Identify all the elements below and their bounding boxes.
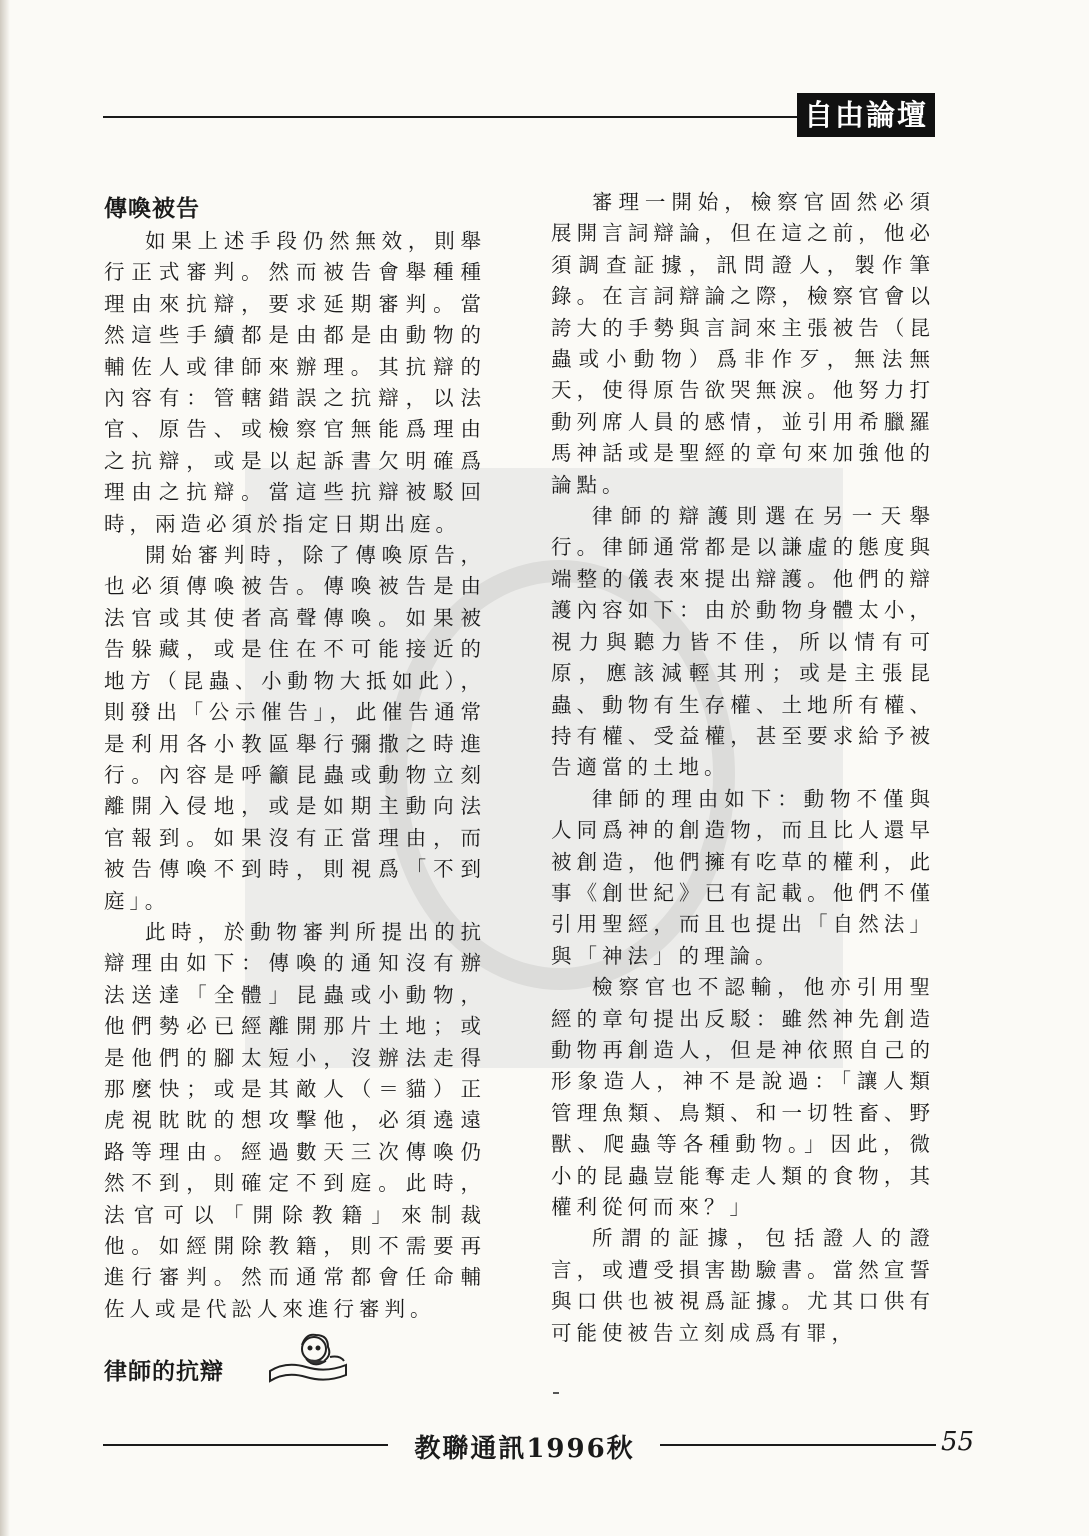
continuation-mark [553,1392,559,1394]
paragraph: 檢察官也不認輸，他亦引用聖經的章句提出反駁：雖然神先創造動物再創造人，但是神依照自己的形象造人，神不是說過：「讓人類管理魚類、鳥類、和一切牲畜、野獸、爬蟲等各種動物。」因此，微小的昆蟲豈能奪走人類的食物，其權利從何而來？」 [551,975,935,1219]
paragraph: 開始審判時，除了傳喚原告，也必須傳喚被告。傳喚被告是由法官或其使者高聲傳喚。如果被告躲藏，或是住在不可能接近的地方（昆蟲、小動物大抵如此），則發出「公示催告」，此催告通常是利用各小教區舉行彌撒之時進行。內容是呼籲昆蟲或動物立刻離開入侵地，或是如期主動向法官報到。如果沒有正當理由，而被告傳喚不到時，則視爲「不到庭」。 [104,543,486,913]
paragraph: 如果上述手段仍然無效，則舉行正式審判。然而被告會舉種種理由來抗辯，要求延期審判。當然這些手續都是由都是由動物的輔佐人或律師來辦理。其抗辯的內容有：管轄錯誤之抗辯，以法官、原告、或檢察官無能爲理由之抗辯，或是以起訴書欠明確爲理由之抗辯。當這些抗辯被駁回時，兩造必須於指定日期出庭。 [104,229,486,536]
heading-lawyer-defense: 律師的抗辯 [104,1359,224,1385]
paragraph: 所謂的証據，包括證人的證言，或遭受損害勘驗書。當然宣誓與口供也被視爲証據。尤其口供有可能使被告立刻成爲有罪， [551,1226,935,1345]
paragraph: 此時，於動物審判所提出的抗辯理由如下：傳喚的通知沒有辦法送達「全體」昆蟲或小動物，他們勢必已經離開那片土地；或是他們的腳太短小，沒辦法走得那麼快；或是其敵人（＝貓）正虎視眈眈的想攻擊他，必須遶遠路等理由。經過數天三次傳喚仍然不到，則確定不到庭。此時，法官可以「開除教籍」來制裁他。如經開除教籍，則不需要再進行審判。然而通常都會任命輔佐人或是代訟人來進行審判。 [104,919,486,1321]
publication-title: 教聯通訊1996秋 [414,1434,635,1464]
footer-rule-right [660,1444,936,1446]
page-number: 55 [941,1427,975,1457]
paragraph: 律師的理由如下：動物不僅與人同爲神的創造物，而且比人還早被創造，他們擁有吃草的權利，此事《創世紀》已有記載。他們不僅引用聖經，而且也提出「自然法」與「神法」的理論。 [551,786,935,968]
paragraph: 審理一開始，檢察官固然必須展開言詞辯論，但在這之前，他必須調查証據，訊問證人，製作筆錄。在言詞辯論之際，檢察官會以誇大的手勢與言詞來主張被告（昆蟲或小動物）爲非作歹，無法無天，使得原告欲哭無淚。他努力打動列席人員的感情，並引用希臘羅馬神話或是聖經的章句來加強他的論點。 [551,190,935,497]
section-label: 自由論壇 [797,93,935,137]
heading-summons: 傳喚被告 [104,196,200,222]
paragraph: 律師的辯護則選在另一天舉行。律師通常都是以謙虛的態度與端整的儀表來提出辯護。他們的辯護內容如下：由於動物身體太小，視力與聽力皆不佳，所以情有可原，應該減輕其刑；或是主張昆蟲、動物有生存權、土地所有權、持有權、受益權，甚至要求給予被告適當的土地。 [551,504,935,780]
left-column [104,226,486,1325]
right-column [551,187,935,1349]
binding-shadow [0,0,10,1536]
lawyer-scroll-icon [266,1331,352,1387]
header-rule [103,116,797,118]
footer-rule-left [103,1444,388,1446]
